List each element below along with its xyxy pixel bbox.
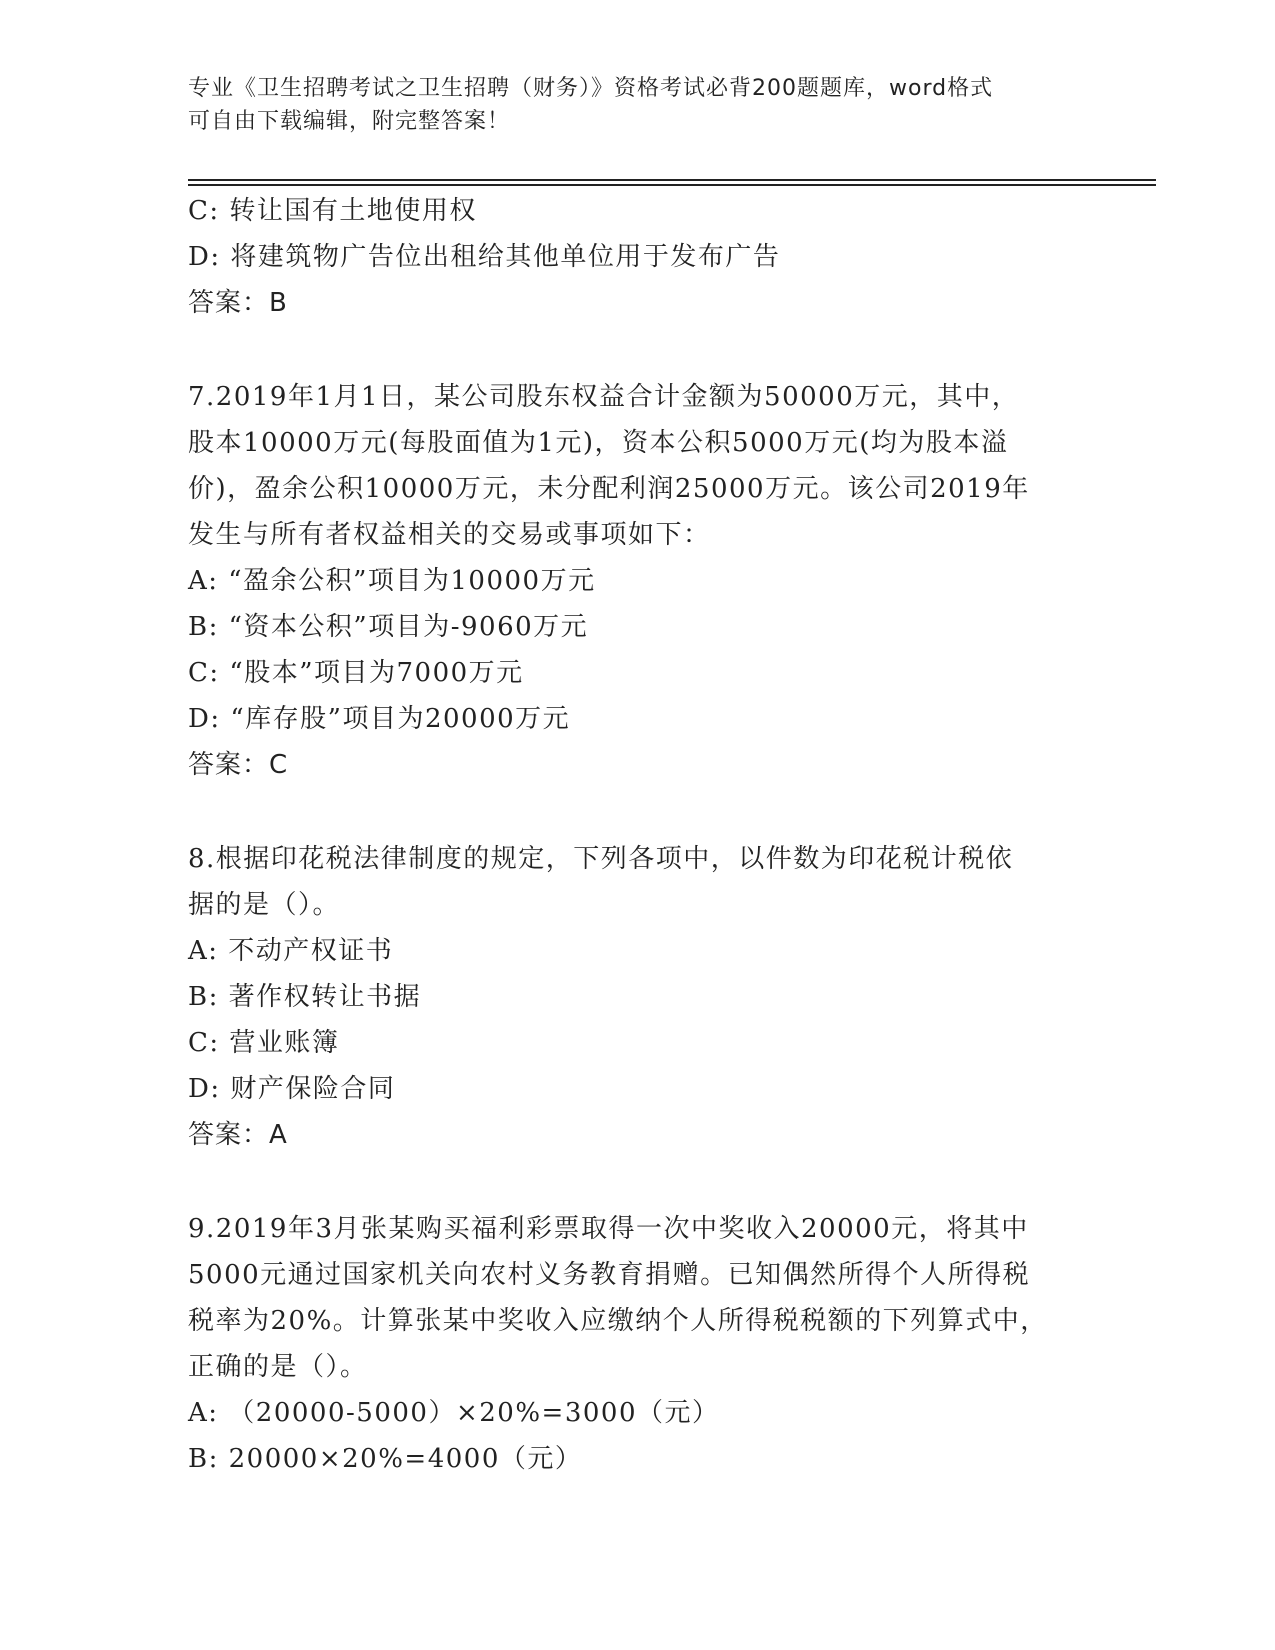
question-7 — [188, 374, 1068, 788]
option-a: A: （20000-5000）×20%=3000（元） — [188, 1398, 720, 1428]
question-text-line: 价)，盈余公积10000万元，未分配利润25000万元。该公司2019年 — [188, 474, 1030, 504]
option-b: B: 著作权转让书据 — [188, 982, 422, 1012]
question-9 — [188, 1206, 1068, 1482]
option-a: A: 不动产权证书 — [188, 936, 394, 966]
option-a: A: “盈余公积”项目为10000万元 — [188, 566, 596, 596]
option-d: D: 将建筑物广告位出租给其他单位用于发布广告 — [188, 242, 781, 272]
answer-line: 答案：A — [188, 1120, 288, 1150]
option-c: C: 转让国有土地使用权 — [188, 196, 477, 226]
question-text-line: 据的是（）。 — [188, 890, 341, 920]
option-c: C: 营业账簿 — [188, 1028, 340, 1058]
question-text-line: 正确的是（）。 — [188, 1352, 368, 1382]
document-body — [188, 188, 1068, 1482]
answer-line: 答案：B — [188, 288, 288, 318]
header-line-2: 可自由下载编辑，附完整答案！ — [188, 109, 511, 134]
question-text-line: 5000元通过国家机关向农村义务教育捐赠。已知偶然所得个人所得税 — [188, 1260, 1031, 1290]
header-line-1: 专业《卫生招聘考试之卫生招聘（财务）》资格考试必背200题题库，word格式 — [188, 76, 994, 101]
question-text-line: 8.根据印花税法律制度的规定，下列各项中，以件数为印花税计税依 — [188, 844, 1014, 874]
question-text-line: 9.2019年3月张某购买福利彩票取得一次中奖收入20000元，将其中 — [188, 1214, 1029, 1244]
question-text-line: 股本10000万元(每股面值为1元)，资本公积5000万元(均为股本溢 — [188, 428, 1009, 458]
option-d: D: “库存股”项目为20000万元 — [188, 704, 571, 734]
header-rule-bottom — [188, 184, 1156, 186]
question-text-line: 税率为20%。计算张某中奖收入应缴纳个人所得税税额的下列算式中， — [188, 1306, 1048, 1336]
question-8 — [188, 836, 1068, 1158]
option-d: D: 财产保险合同 — [188, 1074, 396, 1104]
option-c: C: “股本”项目为7000万元 — [188, 658, 524, 688]
continued-question — [188, 188, 1068, 326]
header-rule-top — [188, 179, 1156, 181]
question-text-line: 7.2019年1月1日，某公司股东权益合计金额为50000万元，其中， — [188, 382, 1020, 412]
option-b: B: “资本公积”项目为-9060万元 — [188, 612, 589, 642]
document-header — [188, 72, 1068, 138]
answer-line: 答案：C — [188, 750, 289, 780]
option-b: B: 20000×20%=4000（元） — [188, 1444, 583, 1474]
question-text-line: 发生与所有者权益相关的交易或事项如下： — [188, 520, 711, 550]
